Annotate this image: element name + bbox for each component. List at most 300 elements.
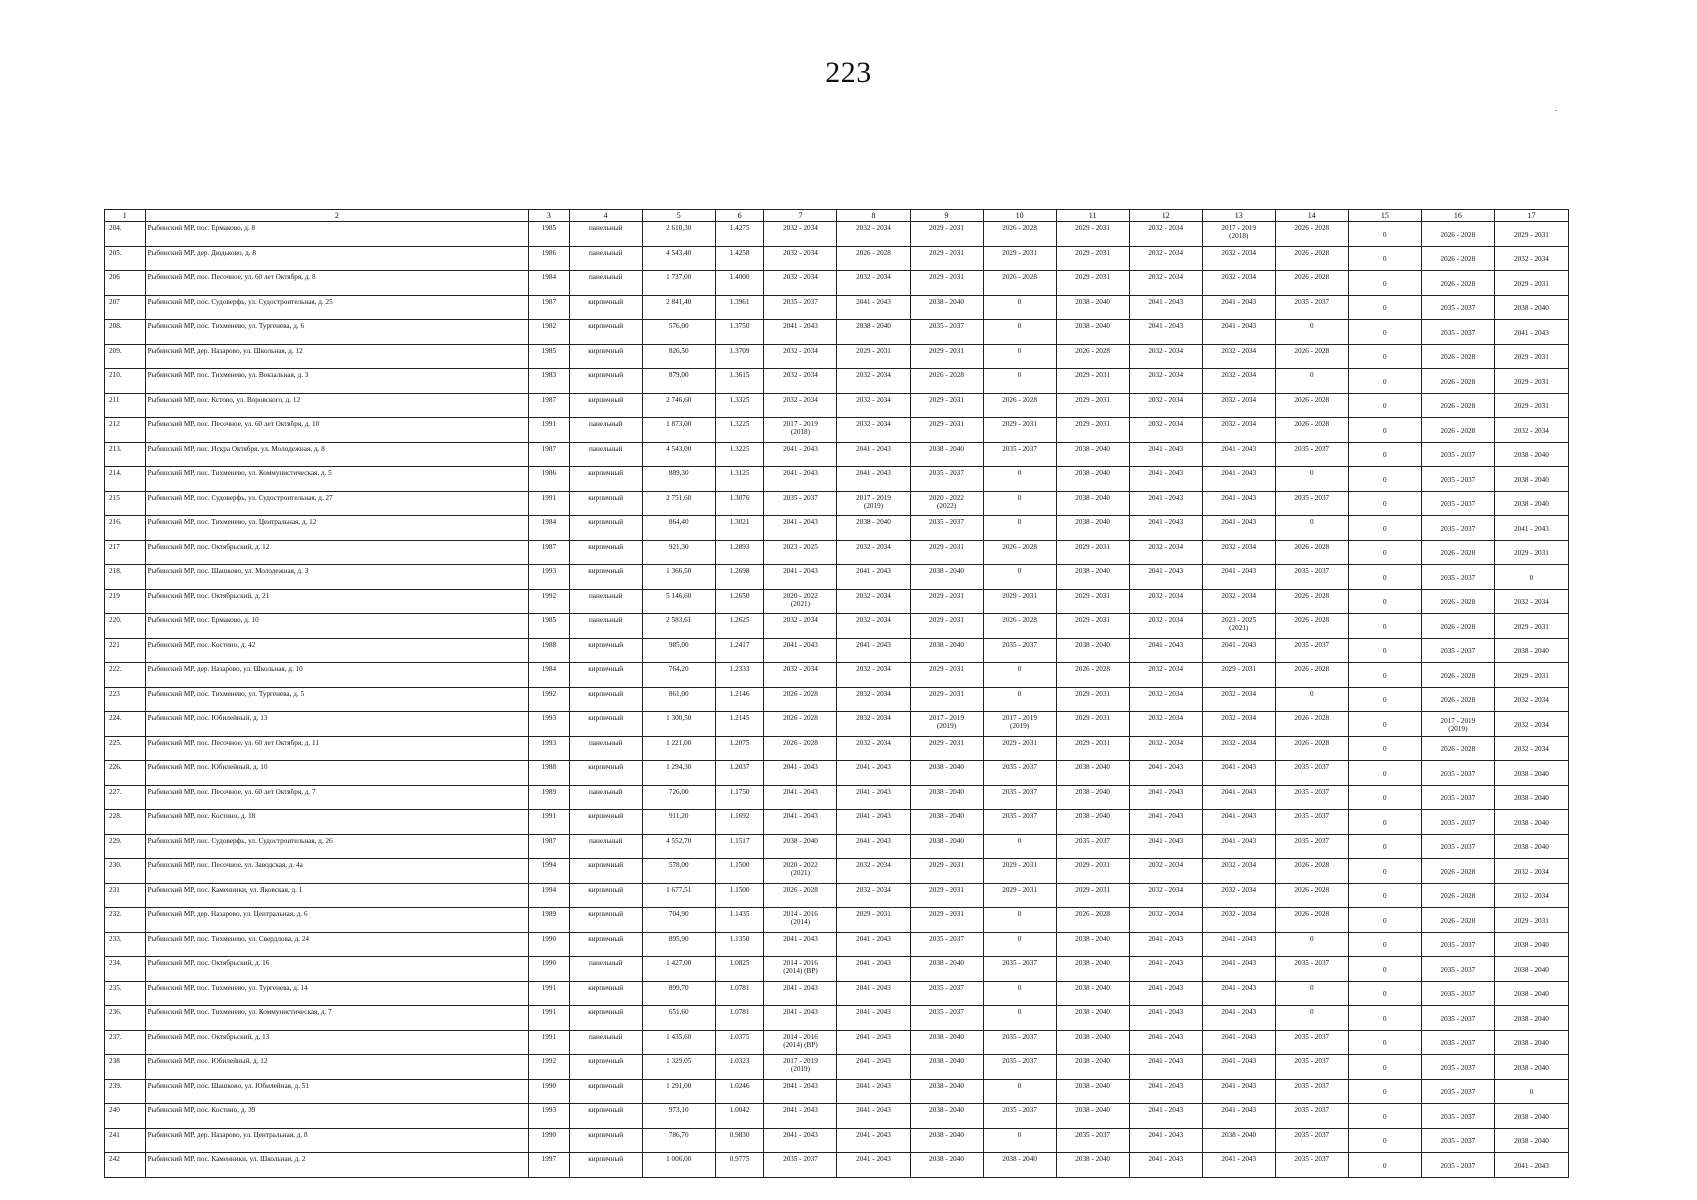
table-cell-col-7 — [764, 1128, 837, 1153]
cell-text: 1991 — [541, 812, 557, 820]
table-cell-col-1 — [105, 957, 146, 982]
table-cell-col-4 — [569, 761, 642, 786]
cell-text: 2026 - 2028 — [1002, 616, 1037, 624]
table-cell-col-9 — [910, 810, 983, 835]
cell-text: 2041 - 2043 — [1148, 1057, 1184, 1065]
cell-text: 2026 - 2028 — [1294, 665, 1330, 673]
cell-text: 2026 - 2028 — [1440, 916, 1476, 925]
table-cell-col-5 — [642, 712, 715, 737]
cell-text: 2041 - 2043 — [1221, 297, 1257, 306]
table-cell-col-12 — [1129, 932, 1202, 957]
cell-text: 985,00 — [668, 640, 689, 649]
cell-text: 2041 - 2043 — [1148, 983, 1184, 992]
table-cell-col-12 — [1129, 369, 1202, 394]
cell-text: 2035 - 2037 — [1440, 1088, 1476, 1097]
cell-text: 2041 - 2043 — [1148, 836, 1184, 845]
table-body — [105, 222, 1569, 1178]
table-cell-col-2 — [145, 491, 529, 516]
cell-text: 1.3325 — [729, 395, 750, 404]
cell-text: 2032 - 2034 — [1221, 273, 1257, 281]
cell-text: 2032 - 2034 — [1221, 861, 1257, 869]
table-cell-col-2 — [145, 246, 529, 271]
cell-text: 879,00 — [668, 371, 689, 379]
table-cell-col-12 — [1129, 761, 1202, 786]
cell-text: 2041 - 2043 — [1221, 518, 1257, 526]
table-cell-col-10 — [983, 246, 1056, 271]
table-cell-col-7 — [764, 614, 837, 639]
table-cell-col-9 — [910, 736, 983, 761]
table-cell-col-14 — [1275, 1128, 1348, 1153]
cell-text: 2035 - 2037 — [1440, 1161, 1476, 1170]
cell-text: 2032 - 2034 — [856, 371, 891, 379]
table-cell-col-12 — [1129, 246, 1202, 271]
table-cell-col-11 — [1056, 957, 1129, 982]
cell-text: 2032 - 2034 — [1514, 426, 1549, 435]
cell-text: 2032 - 2034 — [856, 591, 891, 600]
table-cell-col-1 — [105, 663, 146, 688]
cell-text: 1 291,00 — [666, 1081, 692, 1090]
table-cell-col-12 — [1129, 467, 1202, 492]
cell-text: 4 543,40 — [666, 248, 692, 257]
table-cell-col-3 — [529, 1079, 570, 1104]
cell-text: 2017 - 2019 (2019) — [1002, 714, 1037, 730]
cell-text: 2032 - 2034 — [783, 273, 818, 281]
table-cell-col-16 — [1421, 295, 1494, 320]
table-cell-col-14 — [1275, 761, 1348, 786]
table-cell-col-12 — [1129, 883, 1202, 908]
table-cell-col-1 — [105, 516, 146, 541]
table-cell-col-7 — [764, 369, 837, 394]
table-cell-col-4 — [569, 1055, 642, 1080]
table-cell-col-17 — [1494, 565, 1568, 590]
cell-text: 2041 - 2043 — [1148, 1155, 1184, 1163]
cell-text: 1.3225 — [729, 444, 750, 453]
cell-text: 2035 - 2037 — [1002, 763, 1037, 771]
cell-text: 238 — [109, 1057, 120, 1065]
cell-text: кирпичный — [588, 518, 624, 526]
table-cell-col-9 — [910, 785, 983, 810]
table-cell-col-14 — [1275, 981, 1348, 1006]
table-cell-col-1 — [105, 1030, 146, 1055]
cell-text: 0 — [1383, 769, 1387, 778]
cell-text: 2029 - 2031 — [1075, 714, 1111, 722]
table-cell-col-16 — [1421, 1104, 1494, 1129]
cell-text: 2026 - 2028 — [1294, 420, 1330, 428]
header-cell-13: 13 — [1202, 210, 1275, 222]
cell-text: 2038 - 2040 — [1075, 444, 1111, 453]
cell-text: 2035 - 2037 — [1002, 1057, 1037, 1065]
table-cell-col-12 — [1129, 271, 1202, 296]
table-cell-col-6 — [715, 712, 764, 737]
table-cell-col-17 — [1494, 761, 1568, 786]
cell-text: 2041 - 2043 — [1148, 322, 1184, 330]
table-cell-col-3 — [529, 614, 570, 639]
table-cell-col-9 — [910, 834, 983, 859]
cell-text: 2032 - 2034 — [856, 616, 891, 624]
table-cell-col-4 — [569, 418, 642, 443]
cell-text: 2029 - 2031 — [1075, 420, 1111, 428]
cell-text: 2041 - 2043 — [1148, 1008, 1184, 1016]
table-cell-col-7 — [764, 1030, 837, 1055]
cell-text: 1.1517 — [729, 836, 750, 845]
table-cell-col-15 — [1348, 589, 1421, 614]
table-cell-col-17 — [1494, 1055, 1568, 1080]
table-cell-col-16 — [1421, 712, 1494, 737]
table-cell-col-6 — [715, 1153, 764, 1178]
table-cell-col-3 — [529, 761, 570, 786]
cell-text: 2032 - 2034 — [783, 224, 818, 232]
cell-text: 1991 — [541, 983, 557, 992]
cell-text: 0 — [1383, 524, 1387, 533]
cell-text: 2026 - 2028 — [1440, 255, 1476, 264]
table-cell-col-15 — [1348, 761, 1421, 786]
table-cell-col-8 — [837, 565, 910, 590]
cell-text: 0 — [1383, 377, 1387, 386]
table-cell-col-11 — [1056, 271, 1129, 296]
table-cell-col-14 — [1275, 1153, 1348, 1178]
cell-text: 0 — [1529, 1088, 1534, 1097]
table-cell-col-11 — [1056, 614, 1129, 639]
cell-text: 2035 - 2037 — [1294, 787, 1330, 796]
cell-text: 2035 - 2037 — [1002, 1032, 1037, 1041]
cell-text: 0 — [1383, 1112, 1387, 1121]
table-cell-col-10 — [983, 540, 1056, 565]
cell-text: 2035 - 2037 — [1440, 843, 1476, 852]
table-cell-col-2 — [145, 344, 529, 369]
cell-text: 2032 - 2034 — [1148, 420, 1184, 428]
cell-text: 2041 - 2043 — [1221, 640, 1257, 649]
table-cell-col-4 — [569, 491, 642, 516]
cell-text: 233. — [109, 934, 122, 943]
cell-text: Рыбинский МР, пос. Юбилейный, д. 10 — [147, 763, 268, 771]
cell-text: 2032 - 2034 — [1148, 665, 1184, 673]
table-cell-col-3 — [529, 418, 570, 443]
table-cell-col-2 — [145, 736, 529, 761]
cell-text: 2026 - 2028 — [1002, 395, 1037, 404]
cell-text: 0.9830 — [729, 1130, 750, 1139]
table-cell-col-13 — [1202, 932, 1275, 957]
cell-text: 2029 - 2031 — [1514, 279, 1549, 288]
cell-text: 2026 - 2028 — [1294, 273, 1330, 281]
table-cell-col-10 — [983, 516, 1056, 541]
table-cell-col-9 — [910, 687, 983, 712]
table-cell-col-6 — [715, 271, 764, 296]
cell-text: 2035 - 2037 — [1294, 1081, 1330, 1090]
table-cell-col-16 — [1421, 932, 1494, 957]
table-cell-col-12 — [1129, 1079, 1202, 1104]
cell-text: 2035 - 2037 — [1294, 836, 1330, 845]
cell-text: 1990 — [541, 934, 557, 943]
table-cell-col-9 — [910, 957, 983, 982]
table-cell-col-6 — [715, 810, 764, 835]
table-row — [105, 1055, 1569, 1080]
table-cell-col-3 — [529, 1153, 570, 1178]
header-cell-6: 6 — [715, 210, 764, 222]
table-cell-col-12 — [1129, 1153, 1202, 1178]
cell-text: 1.1500 — [729, 885, 750, 894]
table-cell-col-8 — [837, 1128, 910, 1153]
table-row — [105, 344, 1569, 369]
page-number: 223 — [825, 56, 872, 89]
cell-text: 2035 - 2037 — [1294, 763, 1330, 771]
table-cell-col-15 — [1348, 222, 1421, 247]
table-cell-col-2 — [145, 1055, 529, 1080]
table-cell-col-9 — [910, 1006, 983, 1031]
table-cell-col-14 — [1275, 1079, 1348, 1104]
cell-text: 1 737,00 — [666, 273, 692, 281]
cell-text: 2038 - 2040 — [1075, 787, 1111, 796]
cell-text: кирпичный — [588, 861, 624, 869]
cell-text: 2026 - 2028 — [783, 738, 818, 747]
table-cell-col-8 — [837, 1006, 910, 1031]
table-cell-col-15 — [1348, 883, 1421, 908]
table-cell-col-5 — [642, 589, 715, 614]
cell-text: 2032 - 2034 — [1148, 542, 1184, 551]
table-cell-col-14 — [1275, 785, 1348, 810]
table-cell-col-17 — [1494, 663, 1568, 688]
table-cell-col-10 — [983, 320, 1056, 345]
table-cell-col-14 — [1275, 687, 1348, 712]
cell-text: 220. — [109, 616, 122, 624]
table-cell-col-13 — [1202, 246, 1275, 271]
table-cell-col-1 — [105, 344, 146, 369]
cell-text: 2029 - 2031 — [929, 689, 964, 698]
cell-text: 2035 - 2037 — [1002, 959, 1037, 967]
cell-text: 1.1350 — [729, 934, 750, 943]
cell-text: 2041 - 2043 — [856, 1130, 891, 1139]
table-cell-col-13 — [1202, 1079, 1275, 1104]
table-cell-col-9 — [910, 442, 983, 467]
table-cell-col-16 — [1421, 467, 1494, 492]
cell-text: 2032 - 2034 — [1221, 395, 1257, 404]
cell-text: 235. — [109, 983, 122, 992]
cell-text: 0 — [1383, 647, 1387, 656]
table-cell-col-9 — [910, 638, 983, 663]
table-cell-col-9 — [910, 344, 983, 369]
cell-text: 2041 - 2043 — [1221, 567, 1257, 575]
table-cell-col-4 — [569, 736, 642, 761]
table-cell-col-2 — [145, 540, 529, 565]
table-cell-col-10 — [983, 981, 1056, 1006]
cell-text: 2032 - 2034 — [783, 395, 818, 404]
table-cell-col-11 — [1056, 540, 1129, 565]
cell-text: 2038 - 2040 — [929, 812, 964, 820]
table-cell-col-4 — [569, 1006, 642, 1031]
table-cell-col-5 — [642, 271, 715, 296]
cell-text: 2035 - 2037 — [929, 469, 964, 477]
table-cell-col-17 — [1494, 369, 1568, 394]
table-cell-col-1 — [105, 491, 146, 516]
table-cell-col-15 — [1348, 1153, 1421, 1178]
cell-text: 1.2075 — [729, 738, 750, 747]
table-cell-col-7 — [764, 883, 837, 908]
table-cell-col-11 — [1056, 785, 1129, 810]
cell-text: Рыбинский МР, пос. Тихменево, ул. Центральная, д. 12 — [147, 518, 317, 526]
cell-text: 2041 - 2043 — [1221, 763, 1257, 771]
table-cell-col-6 — [715, 540, 764, 565]
table-cell-col-13 — [1202, 418, 1275, 443]
cell-text: 2026 - 2028 — [1002, 273, 1037, 281]
cell-text: 2035 - 2037 — [1440, 1014, 1476, 1023]
table-cell-col-15 — [1348, 810, 1421, 835]
cell-text: 2038 - 2040 — [1075, 763, 1111, 771]
cell-text: 2032 - 2034 — [1148, 248, 1184, 257]
table-cell-col-11 — [1056, 369, 1129, 394]
cell-text: панельный — [588, 787, 623, 796]
table-cell-col-16 — [1421, 565, 1494, 590]
cell-text: 2038 - 2040 — [1514, 990, 1549, 999]
cell-text: 2038 - 2040 — [1514, 843, 1549, 852]
table-cell-col-14 — [1275, 491, 1348, 516]
cell-text: 2038 - 2040 — [929, 444, 964, 453]
cell-text: 2041 - 2043 — [783, 518, 818, 526]
table-cell-col-3 — [529, 736, 570, 761]
table-cell-col-15 — [1348, 932, 1421, 957]
cell-text: 2029 - 2031 — [1514, 671, 1549, 680]
cell-text: 0 — [1383, 745, 1387, 754]
cell-text: 1985 — [541, 346, 557, 355]
table-cell-col-14 — [1275, 859, 1348, 884]
cell-text: Рыбинский МР, пос. Тихменево, ул. Коммунистическая, д. 7 — [147, 1008, 332, 1016]
table-cell-col-7 — [764, 957, 837, 982]
table-cell-col-16 — [1421, 589, 1494, 614]
table-cell-col-7 — [764, 1104, 837, 1129]
cell-text: 2038 - 2040 — [1075, 1032, 1111, 1041]
table-cell-col-11 — [1056, 736, 1129, 761]
table-cell-col-11 — [1056, 810, 1129, 835]
cell-text: Рыбинский МР, пос. Тихменево, ул. Тургенева, д. 14 — [147, 983, 308, 992]
cell-text: 2029 - 2031 — [1221, 665, 1257, 673]
table-cell-col-11 — [1056, 932, 1129, 957]
table-cell-col-1 — [105, 1079, 146, 1104]
cell-text: 1.4000 — [729, 273, 750, 281]
cell-text: 1988 — [541, 763, 557, 771]
table-cell-col-10 — [983, 859, 1056, 884]
table-row — [105, 491, 1569, 516]
cell-text: 2035 - 2037 — [1075, 836, 1111, 845]
cell-text: 2017 - 2019 (2018) — [783, 420, 818, 436]
table-cell-col-10 — [983, 1006, 1056, 1031]
cell-text: 210. — [109, 371, 122, 379]
table-cell-col-11 — [1056, 516, 1129, 541]
table-cell-col-11 — [1056, 1128, 1129, 1153]
cell-text: 2038 - 2040 — [929, 1130, 964, 1139]
table-cell-col-17 — [1494, 712, 1568, 737]
table-cell-col-17 — [1494, 418, 1568, 443]
table-cell-col-15 — [1348, 663, 1421, 688]
cell-text: 239. — [109, 1081, 122, 1090]
cell-text: 2041 - 2043 — [856, 567, 891, 575]
cell-text: 2029 - 2031 — [929, 395, 964, 404]
table-cell-col-3 — [529, 589, 570, 614]
table-cell-col-9 — [910, 418, 983, 443]
table-cell-col-10 — [983, 565, 1056, 590]
cell-text: Рыбинский МР, пос. Судоверфь, ул. Судостроительная, д. 25 — [147, 297, 333, 306]
cell-text: 2038 - 2040 — [1514, 1014, 1549, 1023]
table-cell-col-13 — [1202, 271, 1275, 296]
table-cell-col-10 — [983, 785, 1056, 810]
table-cell-col-15 — [1348, 712, 1421, 737]
cell-text: 2038 - 2040 — [1221, 1130, 1257, 1139]
table-cell-col-15 — [1348, 540, 1421, 565]
cell-text: 2038 - 2040 — [1075, 983, 1111, 992]
table-cell-col-16 — [1421, 638, 1494, 663]
cell-text: кирпичный — [588, 885, 624, 894]
table-cell-col-5 — [642, 1079, 715, 1104]
table-cell-col-6 — [715, 1104, 764, 1129]
table-cell-col-4 — [569, 516, 642, 541]
table-cell-col-5 — [642, 295, 715, 320]
table-cell-col-14 — [1275, 932, 1348, 957]
cell-text: Рыбинский МР, пос. Каменники, ул. Яковская, д. 1 — [147, 885, 303, 894]
table-cell-col-5 — [642, 663, 715, 688]
cell-text: 0 — [1017, 518, 1022, 526]
cell-text: 2038 - 2040 — [929, 1057, 964, 1065]
cell-text: 2038 - 2040 — [929, 787, 964, 796]
cell-text: 209. — [109, 346, 122, 355]
table-cell-col-17 — [1494, 785, 1568, 810]
cell-text: 2041 - 2043 — [783, 469, 818, 477]
cell-text: 2032 - 2034 — [1148, 885, 1184, 894]
table-cell-col-8 — [837, 908, 910, 933]
table-cell-col-13 — [1202, 712, 1275, 737]
table-cell-col-1 — [105, 1055, 146, 1080]
cell-text: 1986 — [541, 248, 557, 257]
table-cell-col-15 — [1348, 271, 1421, 296]
table-cell-col-6 — [715, 883, 764, 908]
cell-text: 2026 - 2028 — [1075, 346, 1111, 355]
cell-text: 1993 — [541, 1106, 557, 1114]
table-cell-col-8 — [837, 1030, 910, 1055]
table-cell-col-6 — [715, 295, 764, 320]
table-cell-col-3 — [529, 810, 570, 835]
cell-text: 0 — [1309, 469, 1314, 477]
cell-text: 2032 - 2034 — [1148, 861, 1184, 869]
cell-text: 1991 — [541, 1032, 557, 1041]
table-cell-col-14 — [1275, 810, 1348, 835]
cell-text: 2038 - 2040 — [1075, 1081, 1111, 1090]
cell-text: 2041 - 2043 — [783, 1130, 818, 1139]
cell-text: 2038 - 2040 — [1075, 322, 1111, 330]
cell-text: 1990 — [541, 1130, 557, 1139]
cell-text: 2035 - 2037 — [1440, 1137, 1476, 1146]
table-cell-col-8 — [837, 320, 910, 345]
table-cell-col-15 — [1348, 834, 1421, 859]
cell-text: 0 — [1383, 353, 1387, 362]
cell-text: 2035 - 2037 — [1440, 818, 1476, 827]
cell-text: 2041 - 2043 — [1148, 787, 1184, 796]
table-cell-col-9 — [910, 761, 983, 786]
cell-text: 2041 - 2043 — [1148, 763, 1184, 771]
table-cell-col-16 — [1421, 834, 1494, 859]
cell-text: 2038 - 2040 — [929, 959, 964, 967]
table-cell-col-1 — [105, 393, 146, 418]
table-cell-col-14 — [1275, 614, 1348, 639]
cell-text: 2014 - 2016 (2014) (ВР) — [783, 959, 818, 975]
cell-text: 211 — [109, 395, 120, 404]
table-cell-col-17 — [1494, 491, 1568, 516]
table-cell-col-13 — [1202, 785, 1275, 810]
cell-text: 2041 - 2043 — [1514, 328, 1549, 337]
table-cell-col-16 — [1421, 369, 1494, 394]
table-cell-col-14 — [1275, 712, 1348, 737]
table-cell-col-8 — [837, 883, 910, 908]
table-cell-col-16 — [1421, 1055, 1494, 1080]
cell-text: 4 543,00 — [666, 444, 692, 453]
table-cell-col-3 — [529, 663, 570, 688]
cell-text: 1984 — [541, 665, 557, 673]
table-cell-col-4 — [569, 222, 642, 247]
